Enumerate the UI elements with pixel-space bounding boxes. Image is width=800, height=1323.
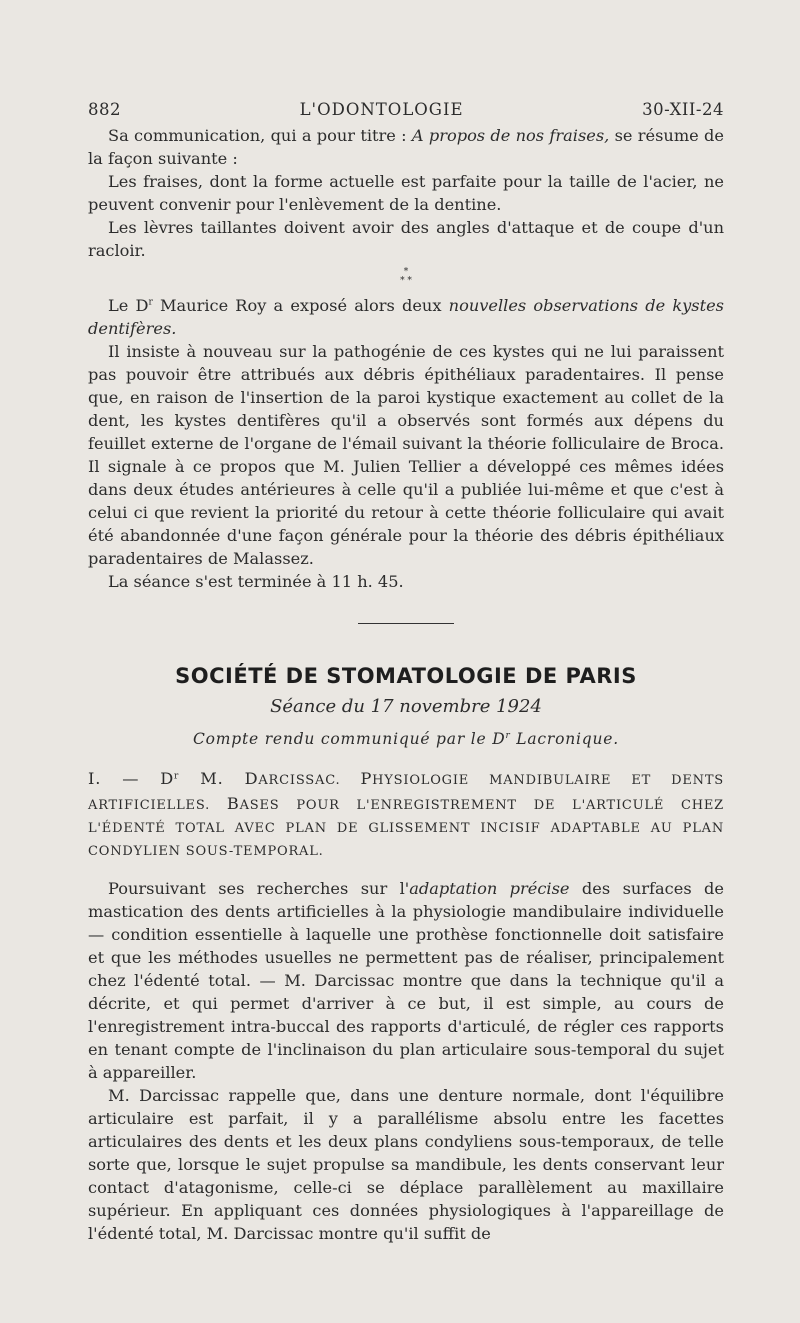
journal-title: L'ODONTOLOGIE xyxy=(299,100,464,119)
document-page xyxy=(88,98,724,1245)
paragraph-pathogenie: Il insiste à nouveau sur la pathogénie de ces kystes qui ne lui paraissent pas pouvoir être attribués aux débris épithéliaux paradentaires. Il pense que, en raison de l'insertion de la paroi kystique exactement au collet de la dent, les kystes dentifères qu'il a observés sont formés aux dépens du feuillet externe de l'organe de l'émail suivant la théorie folliculaire de Broca. Il signale à ce propos que M. Julien Tellier a développé ces mêmes idées dans deux études antérieures à celle qu'il a publiée lui-même et que c'est à celui ci que revient la priorité du retour à cette théorie folliculaire qui avait été abandonnée d'une façon générale pour la théorie des débris épithéliaux paradentaires de Malassez. xyxy=(88,342,724,568)
superscript: r xyxy=(174,771,180,782)
paragraph-denture: M. Darcissac rappelle que, dans une denture normale, dont l'équilibre articulaire est parfait, il y a parallélisme absolu entre les facettes articulaires des dents et les deux plans condyliens sous-temporaux, de telle sorte que, lorsque le sujet propulse sa mandibule, les dents conservant leur contact d'atagonisme, celle-ci se déplace parallèlement au maxillaire supérieur. En appliquant ces données physiologiques à l'appareillage de l'édenté total, M. Darcissac montre qu'il suffit de xyxy=(88,1086,724,1243)
paragraph-levres: Les lèvres taillantes doivent avoir des angles d'attaque et de coupe d'un racloir. xyxy=(88,218,724,260)
issue-date: 30-XII-24 xyxy=(642,100,724,119)
text-span: Maurice Roy a exposé alors deux xyxy=(152,296,449,315)
text-span: se résume de la façon suivante : xyxy=(88,126,724,168)
title2-lead: B xyxy=(226,794,240,813)
page-number: 882 xyxy=(88,100,121,119)
section-heading-1 xyxy=(88,767,724,863)
title1-lead: P xyxy=(360,769,373,788)
text-span: des surfaces de mastication des dents artificielles à la physiologie mandibulaire individuelle — condition essentielle à laquelle une prothèse fonctionnelle doit satisfaire et que les méthodes usuelles ne permettent pas de réaliser, principalement chez l'édenté total. — M. Darcissac montre que dans la technique qu'il a décrite, et qui permet d'arriver à ce but, il est simple, au cours de l'enregistrement intra-buccal des rapports d'articulé, de régler ces rapports en tenant compte de l'inclinaison du plan articulaire sous-temporal du sujet à appareiller. xyxy=(88,879,724,1082)
section-rule xyxy=(358,623,454,624)
asterism-top: * xyxy=(403,267,409,277)
author-rest: ARCISSAC. xyxy=(258,773,361,788)
text-span: Poursuivant ses recherches sur l' xyxy=(108,879,410,898)
text-span: Le D xyxy=(108,296,149,315)
emphasis: adaptation précise xyxy=(409,879,570,898)
title1-rest: HYSIOLOGIE MANDIBULAIRE ET DENTS ARTIFICIELLES. xyxy=(88,773,725,813)
running-header xyxy=(88,98,724,121)
superscript: r xyxy=(505,730,511,741)
section-body xyxy=(88,877,724,1245)
paragraph-adaptation xyxy=(88,877,724,1084)
section-number: I. — D xyxy=(88,769,175,788)
text-span: Compte rendu communiqué par le D xyxy=(192,730,506,748)
paragraph-communication xyxy=(88,124,724,170)
superscript: r xyxy=(148,297,153,308)
compte-rendu-line xyxy=(88,728,724,751)
paragraph-seance-end: La séance s'est terminée à 11 h. 45. xyxy=(108,572,404,591)
communication-title: A propos de nos fraises, xyxy=(411,126,610,145)
paragraph-fraises: Les fraises, dont la forme actuelle est parfaite pour la taille de l'acier, ne peuvent convenir pour l'enlèvement de la dentine. xyxy=(88,172,724,214)
observations-title: nouvelles observations de kystes dentifères. xyxy=(88,296,724,338)
society-heading: SOCIÉTÉ DE STOMATOLOGIE DE PARIS xyxy=(175,664,637,688)
title2-rest: ASES POUR L'ENREGISTREMENT DE L'ARTICULÉ CHEZ L'ÉDENTÉ TOTAL AVEC PLAN DE GLISSEMENT INCISIF ADAPTABLE AU PLAN CONDYLIEN SOUS-TEMPORAL. xyxy=(88,798,724,859)
seance-date: Séance du 17 novembre 1924 xyxy=(270,696,542,717)
text-span: Sa communication, qui a pour titre : xyxy=(108,126,412,145)
text-span: Lacronique. xyxy=(510,730,619,748)
paragraph-roy xyxy=(88,294,724,340)
asterism-divider xyxy=(88,268,724,286)
author-lead: M. D xyxy=(179,769,259,788)
asterism-bottom: * * xyxy=(400,276,412,286)
